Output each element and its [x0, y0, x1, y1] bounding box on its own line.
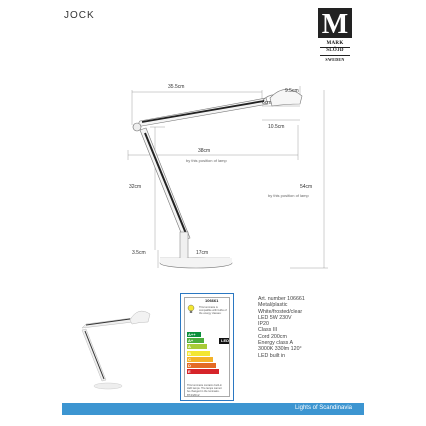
energy-class-bars [187, 332, 219, 375]
energy-class-bar: B [187, 351, 210, 356]
dim-reach-note: by this position of lamp [186, 158, 227, 163]
energy-label [180, 293, 234, 401]
energy-class-bar: A++ [187, 332, 201, 337]
lamp-thumbnail-photo [70, 290, 190, 400]
energy-label-model: 874/2012 [187, 393, 200, 397]
brand-line-2: SLÖJD [326, 48, 344, 53]
energy-class-bar: D [187, 363, 216, 368]
energy-label-footnote: This luminaire contains built-in LED lamps. The lamps cannot be changed in the luminaire. [187, 384, 222, 393]
spec-item: White/frosted/clear [258, 308, 303, 315]
dim-height-note: by this position of lamp [268, 193, 309, 198]
spec-item: IP20 [258, 321, 269, 328]
spec-item: 3000K 330lm 120° [258, 346, 302, 353]
bulb-icon [187, 304, 195, 314]
energy-label-code: 106661 [205, 298, 219, 303]
spec-list [258, 296, 305, 359]
svg-text:M: M [321, 9, 349, 38]
dim-arm-top: 35.5cm [168, 84, 185, 90]
dim-height-arm: 32cm [129, 184, 142, 190]
brand-line-3: SWEDEN [325, 57, 345, 62]
spec-item: LED 5W 230V [258, 314, 292, 321]
energy-label-note: This luminaire is compatible with bulbs of the energy classes: [199, 306, 227, 315]
lamp-illustration [133, 89, 302, 268]
spec-item: Metal/plastic [258, 302, 288, 309]
dim-shade-inner: 6cm [262, 100, 272, 106]
dim-shade-width: 10.5cm [268, 124, 285, 130]
brand-line-1: MARK [326, 41, 344, 46]
dim-base-diameter: 17cm [196, 250, 209, 256]
spec-item: Class III [258, 327, 278, 334]
spec-item: Energy class A [258, 340, 294, 347]
footer-tagline: Lights of Scandinavia [294, 405, 352, 411]
dim-shade-height: 9.5cm [285, 88, 299, 94]
energy-led-marker: LED [221, 338, 229, 343]
dim-height-total: 54cm [300, 184, 313, 190]
dim-reach: 38cm [198, 148, 211, 154]
spec-item: Art. number 106661 [258, 296, 305, 302]
footer-band [62, 403, 364, 415]
spec-item: Cord 200cm [258, 333, 287, 340]
energy-class-bar: A [187, 344, 207, 349]
product-name: JOCK [64, 10, 95, 21]
energy-class-bar: A+ [187, 338, 204, 343]
spec-item: LED built in [258, 352, 286, 359]
energy-class-bar: C [187, 357, 213, 362]
energy-class-bar: E [187, 369, 219, 374]
dim-base-height: 3.5cm [132, 250, 146, 256]
